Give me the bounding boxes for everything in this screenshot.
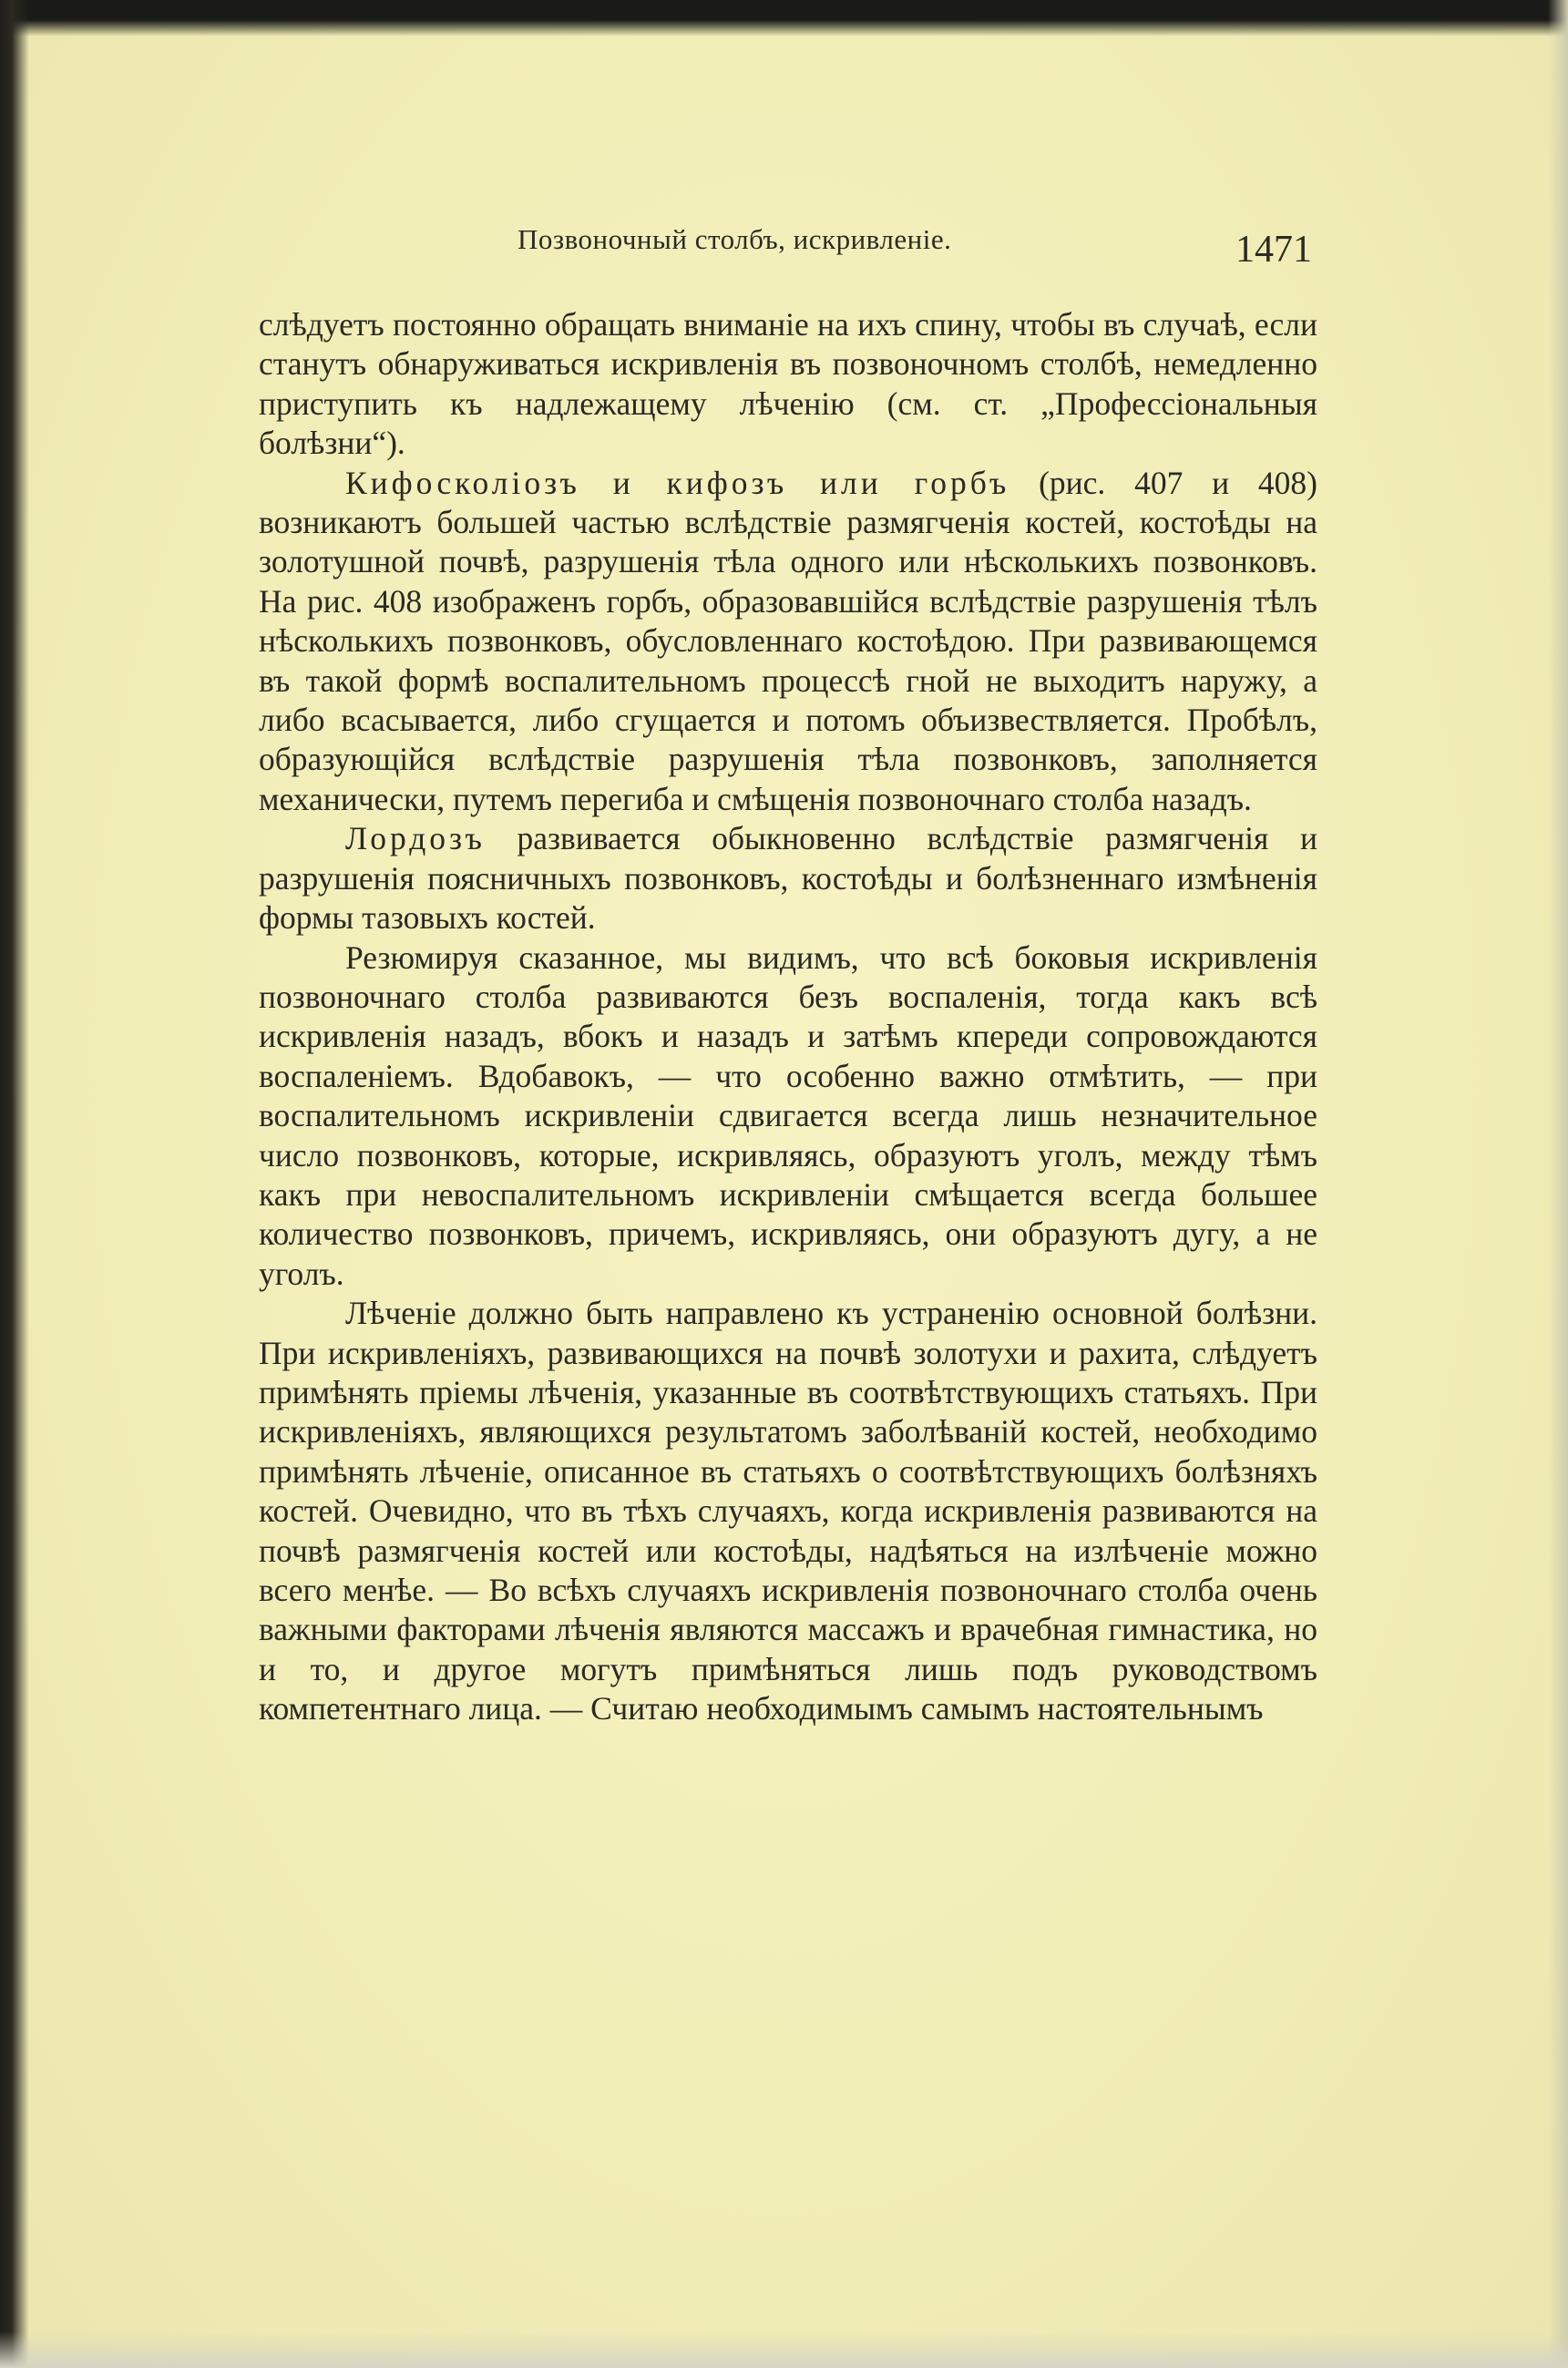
paragraph-2: [259, 464, 1317, 820]
paragraph-1-text: слѣдуетъ постоянно обращать вниманіе на ихъ спину, чтобы въ случаѣ, если станутъ обнаруживаться искривленія въ позвоночномъ столбѣ, немедленно приступить къ надлежащему лѣченію (см. ст. „Профессіональныя болѣзни“).: [259, 306, 1317, 462]
paragraph-3-text: развивается обыкновенно вслѣдствіе размягченія и разрушенія поясничныхъ позвонковъ, костоѣды и болѣзненнаго измѣненія формы тазовыхъ костей.: [259, 820, 1317, 937]
body-text: [259, 305, 1317, 1729]
paragraph-4: [259, 938, 1317, 1295]
paragraph-1: [259, 305, 1317, 464]
paragraph-5: [259, 1294, 1317, 1728]
paragraph-2-term: Кифосколіозъ и кифозъ или горбъ: [345, 464, 1010, 501]
paragraph-5-text: Лѣченіе должно быть направлено къ устраненію основной болѣзни. При искривленіяхъ, развивающихся на почвѣ золотухи и рахита, слѣдуетъ примѣнять пріемы лѣченія, указанные въ соотвѣтствующихъ статьяхъ. При искривленіяхъ, являющихся результатомъ заболѣваній костей, необходимо примѣнять лѣченіе, описанное въ статьяхъ о соотвѣтствующихъ болѣзняхъ костей. Очевидно, что въ тѣхъ случаяхъ, когда искривленія развиваются на почвѣ размягченія костей или костоѣды, надѣяться на излѣченіе можно всего менѣе. — Во всѣхъ случаяхъ искривленія позвоночнаго столба очень важными факторами лѣченія являются массажъ и врачебная гимнастика, но и то, и другое могутъ примѣняться лишь подъ руководствомъ компетентнаго лица. — Считаю необходимымъ самымъ настоятельнымъ: [259, 1295, 1317, 1727]
running-title: Позвоночный столбъ, искривленіе.: [518, 223, 952, 255]
paragraph-2-text: (рис. 407 и 408) возникаютъ большей частью вслѣдствіе размягченія костей, костоѣды на золотушной почвѣ, разрушенія тѣла одного или нѣсколькихъ позвонковъ. На рис. 408 изображенъ горбъ, образовавшійся вслѣдствіе разрушенія тѣлъ нѣсколькихъ позвонковъ, обусловленнаго костоѣдою. При развивающемся въ такой формѣ воспалительномъ процессѣ гной не выходитъ наружу, а либо всасывается, либо сгущается и потомъ объизвествляется. Пробѣлъ, образующійся вслѣдствіе разрушенія тѣла позвонковъ, заполняется механически, путемъ перегиба и смѣщенія позвоночнаго столба назадъ.: [259, 464, 1317, 817]
scan-top-shadow: [0, 0, 1568, 36]
paragraph-3: [259, 819, 1317, 938]
scan-left-shadow: [0, 0, 29, 2368]
scan-bottom-edge: [0, 2332, 1568, 2368]
page-number: 1471: [1235, 229, 1312, 271]
paragraph-3-term: Лордозъ: [345, 820, 486, 857]
scan-right-edge: [1548, 0, 1568, 2368]
paragraph-4-text: Резюмируя сказанное, мы видимъ, что всѣ боковыя искривленія позвоночнаго столба развиваются безъ воспаленія, тогда какъ всѣ искривленія назадъ, вбокъ и назадъ и затѣмъ кпереди сопровождаются воспаленіемъ. Вдобавокъ, — что особенно важно отмѣтить, — при воспалительномъ искривленіи сдвигается всегда лишь незначительное число позвонковъ, которые, искривляясь, образуютъ уголъ, между тѣмъ какъ при невоспалительномъ искривленіи смѣщается всегда большее количество позвонковъ, причемъ, искривляясь, они образуютъ дугу, а не уголъ.: [259, 938, 1317, 1292]
